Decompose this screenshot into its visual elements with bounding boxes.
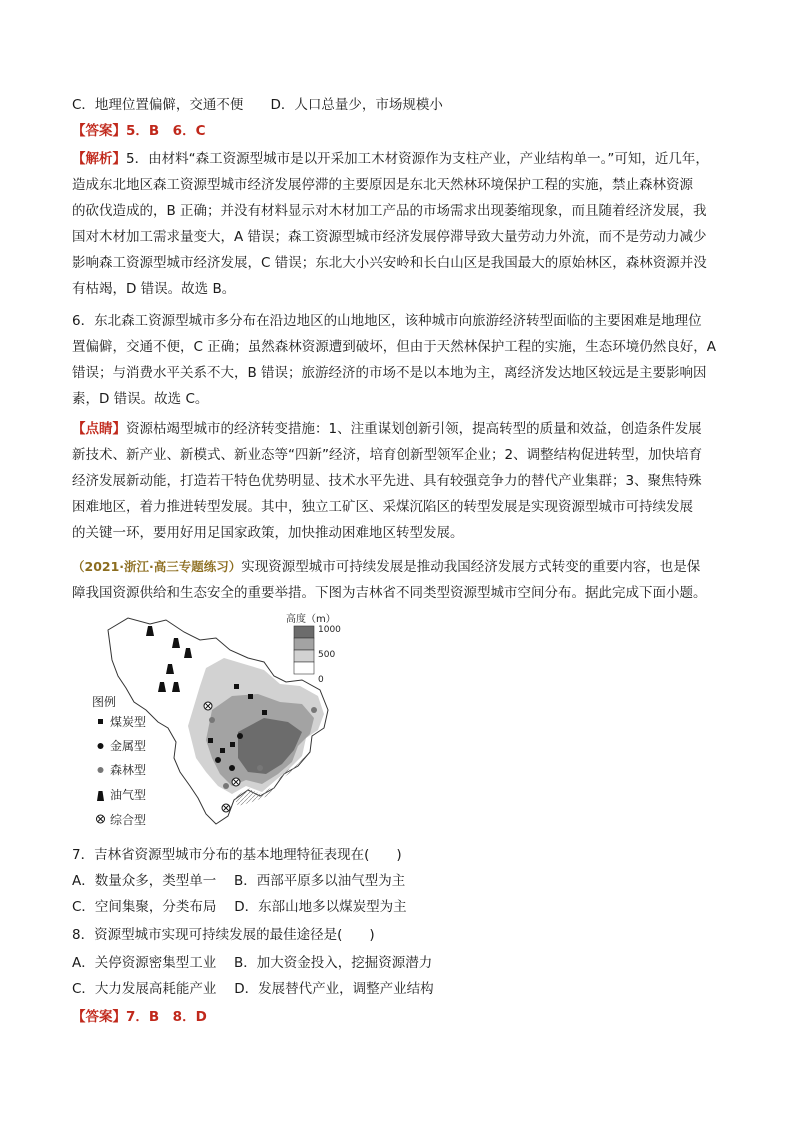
q7-options-cd: C．空间集聚，分类布局 D．东部山地多以煤炭型为主 — [72, 899, 407, 915]
comprehensive-symbol — [232, 778, 240, 786]
coal-symbol — [234, 684, 239, 689]
legend-coal-label: 煤炭型 — [110, 715, 147, 729]
q7-options-ab: A．数量众多，类型单一 B．西部平原多以油气型为主 — [72, 873, 406, 889]
legend-forest-symbol — [98, 767, 104, 773]
analysis-q6-line-1: 6．东北森工资源型城市多分布在沿边地区的山地地区，该种城市向旅游经济转型面临的主要困难是地理位 — [72, 313, 702, 329]
comprehensive-symbol — [222, 804, 230, 812]
analysis-q5-line-1: 【解析】5．由材料“森工资源型城市是以开采加工木材资源作为支柱产业，产业结构单一。”可知，近几年， — [72, 151, 709, 167]
legend-oil-gas-label: 油气型 — [110, 788, 147, 802]
elevation-swatch-mid — [294, 638, 314, 650]
intro-line-1: （2021·浙江·高三专题练习）实现资源型城市可持续发展是推动我国经济发展方式转变的重要内容，也是保 — [72, 559, 701, 575]
legend-metal-label: 金属型 — [110, 739, 147, 753]
tip-line-4: 困难地区，着力推进转型发展。其中，独立工矿区、采煤沉陷区的转型发展是实现资源型城市可持续发展 — [72, 499, 693, 515]
answer-5-6: 【答案】5．B 6．C — [72, 123, 206, 139]
analysis-q6-line-2: 置偏僻，交通不便，C 正确；虽然森林资源遭到破坏，但由于天然林保护工程的实施，生态环境仍然良好，A — [72, 339, 716, 355]
q8-options-ab: A．关停资源密集型工业 B．加大资金投入，挖掘资源潜力 — [72, 955, 433, 971]
metal-symbol — [215, 757, 221, 763]
analysis-q6-line-3: 错误；与消费水平关系不大，B 错误；旅游经济的市场不是以本地为主，离经济发达地区较远是主要影响因 — [72, 365, 707, 381]
legend-metal-symbol — [98, 743, 104, 749]
elevation-swatch-high — [294, 626, 314, 638]
coal-symbol — [248, 694, 253, 699]
metal-symbol — [237, 733, 243, 739]
elevation-tick-500: 500 — [318, 650, 336, 660]
elevation-title: 高度（m） — [286, 614, 336, 625]
q6-options-cd: C．地理位置偏僻，交通不便 D．人口总量少，市场规模小 — [72, 97, 443, 113]
analysis-q6-line-4: 素，D 错误。故选 C。 — [72, 391, 209, 407]
q8-stem: 8．资源型城市实现可持续发展的最佳途径是( ) — [72, 927, 375, 943]
legend-comprehensive-label: 综合型 — [110, 813, 147, 827]
forest-symbol — [257, 765, 263, 771]
coal-symbol — [208, 738, 213, 743]
tip-line-3: 经济发展新动能，打造若干特色优势明显、技术水平先进、具有较强竞争力的替代产业集群；3、聚焦特殊 — [72, 473, 702, 489]
legend-forest-label: 森林型 — [110, 763, 147, 777]
coal-symbol — [230, 742, 235, 747]
coal-symbol — [220, 748, 225, 753]
tip-line-2: 新技术、新产业、新模式、新业态等“四新”经济，培育创新型领军企业；2、调整结构促进转型，加快培育 — [72, 447, 703, 463]
forest-symbol — [209, 717, 215, 723]
metal-symbol — [229, 765, 235, 771]
forest-symbol — [311, 707, 317, 713]
legend-comprehensive-symbol — [97, 815, 105, 823]
analysis-q5-line-6: 有枯竭，D 错误。故选 B。 — [72, 281, 236, 297]
tip-line-5: 的关键一环，要用好用足国家政策，加快推动困难地区转型发展。 — [72, 525, 464, 541]
comprehensive-symbol — [204, 702, 212, 710]
jilin-resource-city-map — [88, 610, 388, 842]
forest-symbol — [223, 783, 229, 789]
elevation-tick-1000: 1000 — [318, 625, 341, 635]
answer-7-8: 【答案】7．B 8．D — [72, 1009, 207, 1025]
analysis-q5-line-4: 国对木材加工需求量变大，A 错误；森工资源型城市经济发展停滞导致大量劳动力外流，而不是劳动力减少 — [72, 229, 707, 245]
q7-stem: 7．吉林省资源型城市分布的基本地理特征表现在( ) — [72, 847, 402, 863]
q8-options-cd: C．大力发展高耗能产业 D．发展替代产业，调整产业结构 — [72, 981, 434, 997]
tip-line-1: 【点睛】资源枯竭型城市的经济转变措施：1、注重谋划创新引领，提高转型的质量和效益，创造条件发展 — [72, 421, 702, 437]
coal-symbol — [262, 710, 267, 715]
analysis-q5-line-2: 造成东北地区森工资源型城市经济发展停滞的主要原因是东北天然林环境保护工程的实施，禁止森林资源 — [72, 177, 693, 193]
legend-title: 图例 — [92, 695, 117, 709]
elevation-swatch-low — [294, 650, 314, 662]
analysis-q5-line-5: 影响森工资源型城市经济发展，C 错误；东北大小兴安岭和长白山区是我国最大的原始林区，森林资源并没 — [72, 255, 707, 271]
legend-oil-gas-symbol — [97, 791, 104, 801]
elevation-swatch-plain — [294, 662, 314, 674]
intro-line-2: 障我国资源供给和生态安全的重要举措。下图为吉林省不同类型资源型城市空间分布。据此完成下面小题。 — [72, 585, 707, 601]
legend-coal-symbol — [98, 719, 103, 724]
analysis-q5-line-3: 的砍伐造成的，B 正确；并没有材料显示对木材加工产品的市场需求出现萎缩现象，而且随着经济发展，我 — [72, 203, 707, 219]
elevation-tick-0: 0 — [318, 675, 324, 685]
